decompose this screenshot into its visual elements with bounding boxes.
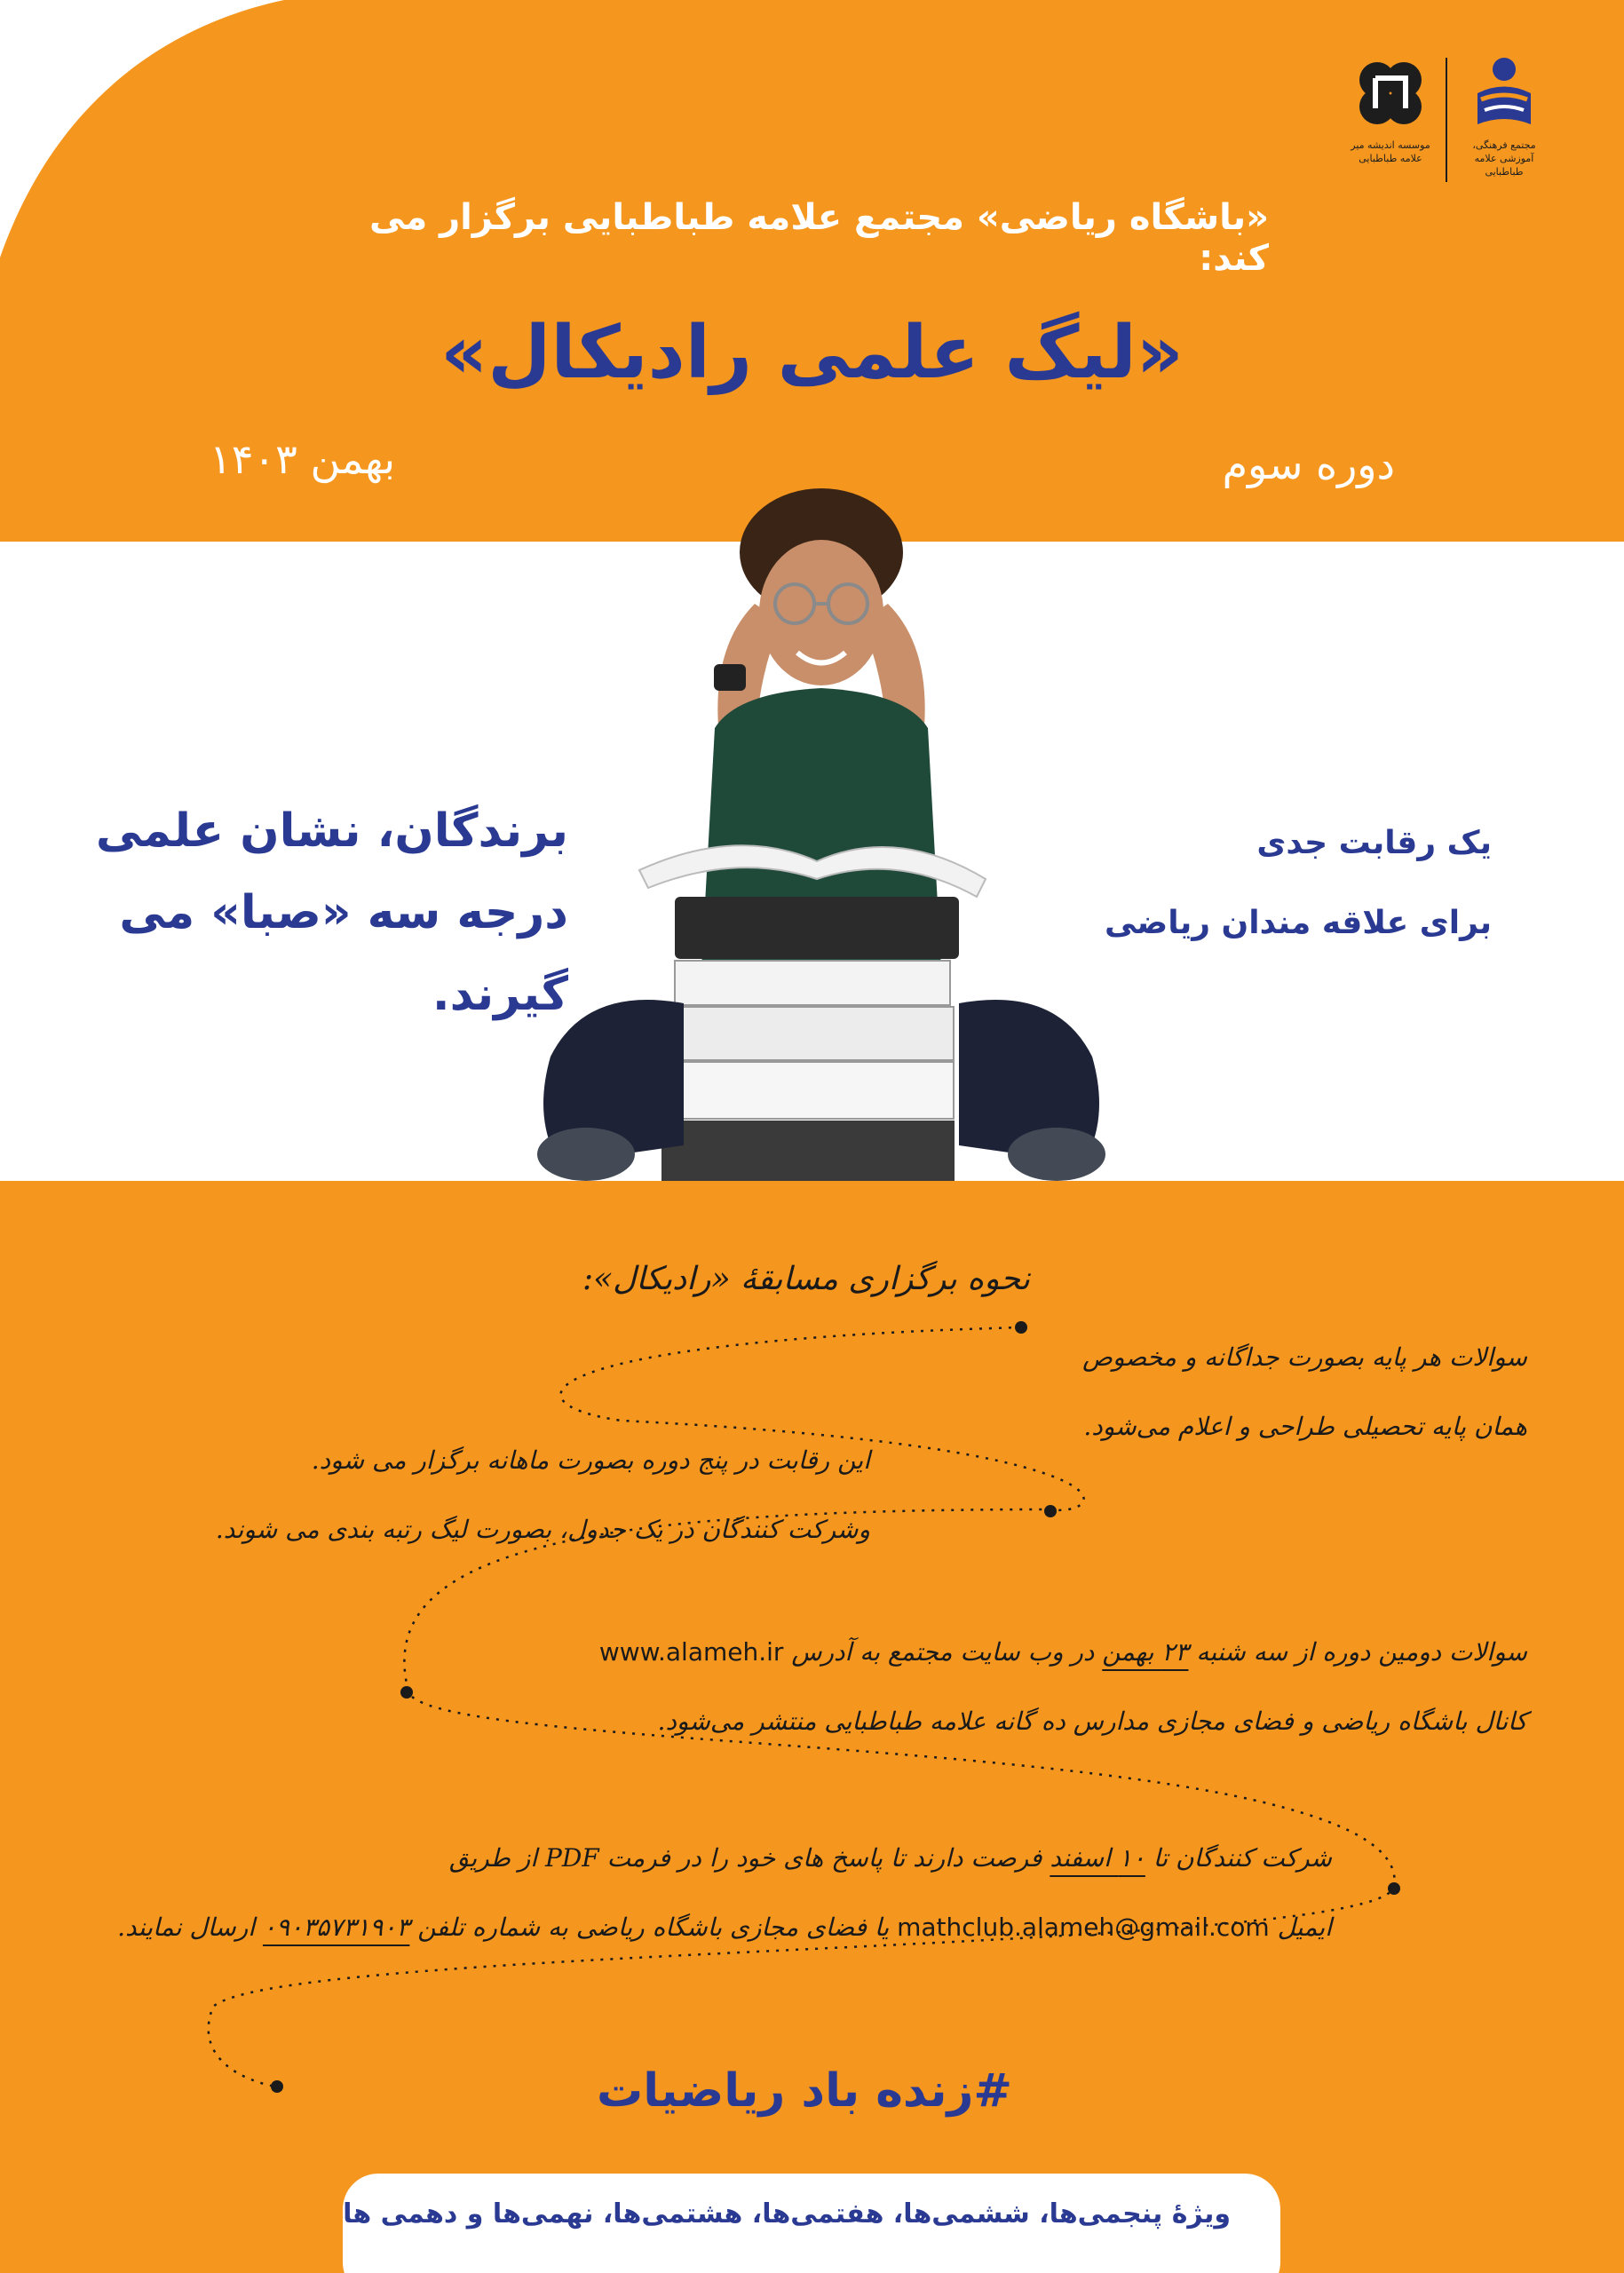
footer-banner (343, 2174, 1280, 2273)
step-4-part-e: ارسال نمایند. (117, 1913, 256, 1942)
step-4-part-b: فرصت دارند تا پاسخ های خود را در فرمت PDF از طریق (449, 1843, 1042, 1873)
step-4-part-c: ایمیل (1277, 1913, 1332, 1942)
timeline-dot-2 (1044, 1505, 1057, 1517)
step-1-line-1: سوالات هر پایه بصورت جداگانه و مخصوص (1082, 1342, 1527, 1372)
main-title: «لیگ علمی رادیکال» (440, 311, 1184, 395)
winners-line-2: درجه سه «صبا» می گیرند. (119, 886, 568, 1021)
edition-label: دوره سوم (1222, 440, 1395, 488)
logo-divider (1446, 58, 1447, 182)
intro-text: «باشگاه ریاضی» مجتمع علامه طباطبایی برگزار می کند: (368, 197, 1269, 279)
step-3-line-1 (444, 1618, 1527, 1687)
footer-audience-text: ویژۀ پنجمی‌ها، ششمی‌ها، هفتمی‌ها، هشتمی‌ها، نهمی‌ها و دهمی ها (343, 2198, 1231, 2229)
rivalry-line-2: برای علاقه مندان ریاضی (1105, 905, 1492, 941)
right-logo-caption: مجتمع فرهنگی، آموزشی علامه طباطبایی (1472, 139, 1536, 178)
how-title: نحوه برگزاری مسابقۀ «رادیکال»: (582, 1261, 1030, 1297)
timeline-dot-3 (400, 1686, 413, 1699)
student-with-books-photo (533, 471, 1110, 1181)
step-1-text (977, 1323, 1527, 1461)
logos (1344, 53, 1549, 186)
email-link[interactable]: mathclub.alameh@gmail.com (897, 1913, 1270, 1942)
alameh-complex-logo (1460, 53, 1549, 178)
timeline-dot-5 (271, 2080, 283, 2093)
clover-emblem-logo-icon (1351, 53, 1430, 133)
timeline-dot-4 (1388, 1882, 1400, 1895)
hashtag-text: #زنده باد ریاضیات (597, 2064, 1012, 2118)
step-1-line-2: همان پایه تحصیلی طراحی و اعلام می‌شود. (1083, 1412, 1527, 1441)
release-date: ۲۳ بهمن (1102, 1637, 1189, 1667)
phone-number[interactable]: ۰۹۰۳۵۷۳۱۹۰۳ (262, 1913, 410, 1942)
step-4-line-1 (53, 1824, 1332, 1893)
corner-curve (0, 0, 320, 266)
step-3-part-b: در وب سایت مجتمع به آدرس (791, 1637, 1095, 1667)
left-logo-caption: موسسه اندیشه میر علامه طباطبایی (1351, 139, 1430, 164)
rivalry-line-1: یک رقابت جدی (1256, 825, 1492, 861)
step-4-line-2 (53, 1893, 1332, 1962)
step-3-part-a: سوالات دومین دوره از سه شنبه (1196, 1637, 1527, 1667)
step-4-text (53, 1824, 1332, 1962)
step-2-line-2: وشرکت کنندگان در یک جدول، بصورت لیگ رتبه بندی می شوند. (215, 1515, 870, 1544)
website-link[interactable]: www.alameh.ir (598, 1637, 784, 1667)
winners-line-1: برندگان، نشان علمی (95, 804, 568, 858)
step-4-part-d: یا فضای مجازی باشگاه ریاضی به شماره تلفن (417, 1913, 890, 1942)
step-3-line-2: کانال باشگاه ریاضی و فضای مجازی مدارس ده گانه علامه طباطبایی منتشر می‌شود. (657, 1707, 1527, 1736)
winners-badge-text (36, 790, 568, 1035)
step-4-part-a: شرکت کنندگان تا (1153, 1843, 1332, 1873)
rivalry-text (1101, 804, 1492, 963)
step-3-text (444, 1618, 1527, 1756)
step-2-line-1: این رقابت در پنج دوره بصورت ماهانه برگزار می شود. (311, 1445, 870, 1475)
date-label: بهمن ۱۴۰۳ (210, 435, 396, 483)
reading-figure-logo-icon (1469, 53, 1540, 133)
step-2-text (98, 1426, 870, 1564)
andisheh-logo (1346, 53, 1435, 165)
deadline-date: ۱۰ اسفند (1050, 1843, 1145, 1873)
